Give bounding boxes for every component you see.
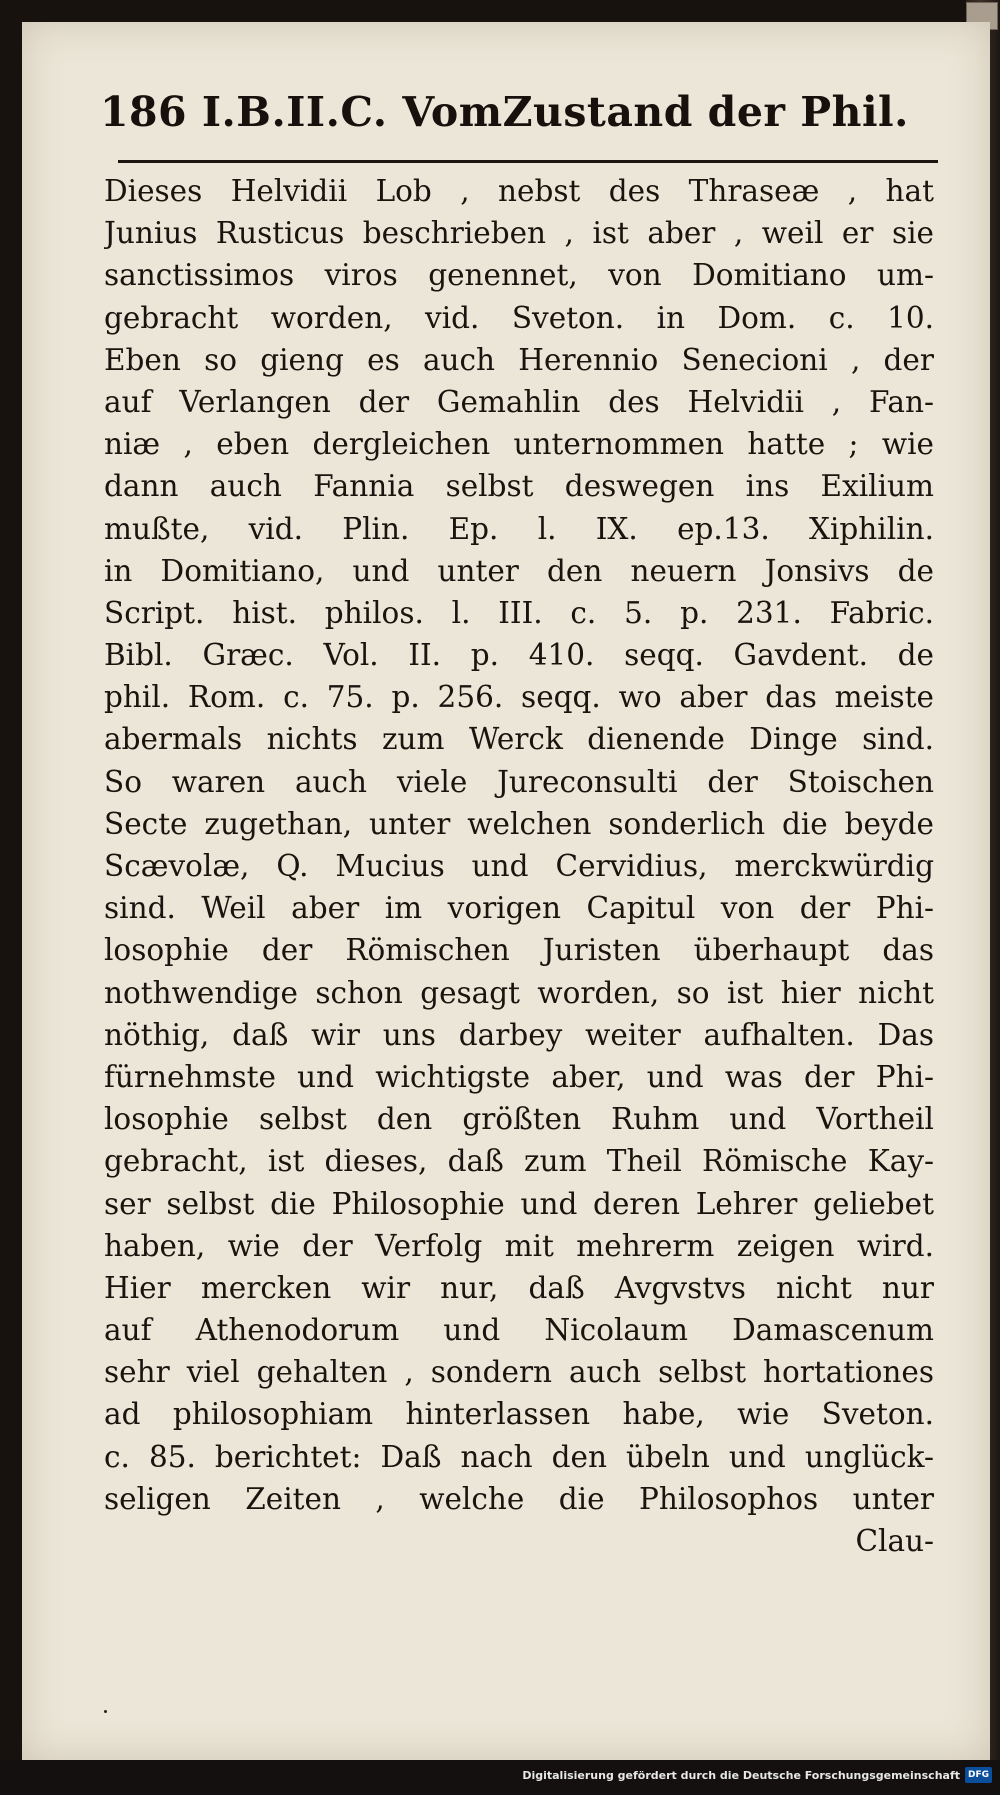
text-line: ser selbst die Philosophie und deren Lehrer geliebet — [104, 1186, 934, 1221]
text-line: auf Athenodorum und Nicolaum Damascenum — [104, 1313, 934, 1348]
text-line: gebracht worden, vid. Sveton. in Dom. c. 10. — [104, 300, 934, 335]
text-line: So waren auch viele Jureconsulti der Stoischen — [104, 764, 934, 799]
text-line: losophie selbst den größten Ruhm und Vortheil — [104, 1102, 934, 1137]
funding-credit: Digitalisierung gefördert durch die Deutsche Forschungsgemeinschaft — [522, 1769, 960, 1782]
text-line: haben, wie der Verfolg mit mehrerm zeigen wird. — [104, 1228, 934, 1263]
text-line: Script. hist. philos. l. III. c. 5. p. 231. Fabric. — [104, 595, 934, 630]
text-line: sind. Weil aber im vorigen Capitul von der Phi- — [104, 891, 934, 926]
text-line: Dieses Helvidii Lob , nebst des Thraseæ , hat — [104, 174, 934, 208]
text-line: seligen Zeiten , welche die Philosophos unter — [104, 1481, 934, 1516]
header-rule — [118, 160, 938, 163]
text-line: losophie der Römischen Juristen überhaupt das — [104, 933, 934, 968]
text-line: Scævolæ, Q. Mucius und Cervidius, merckwürdig — [104, 849, 934, 883]
text-line: ad philosophiam hinterlassen habe, wie Sveton. — [104, 1397, 934, 1432]
text-line: dann auch Fannia selbst deswegen ins Exilium — [104, 469, 934, 504]
text-line: gebracht, ist dieses, daß zum Theil Römische Kay- — [104, 1144, 934, 1179]
text-line: Bibl. Græc. Vol. II. p. 410. seqq. Gavdent. de — [104, 638, 934, 673]
running-head: 186 I.B.II.C. VomZustand der Phil. — [100, 88, 909, 136]
text-line: Secte zugethan, unter welchen sonderlich die beyde — [104, 806, 934, 841]
ink-speck — [104, 1710, 107, 1713]
text-line: nöthig, daß wir uns darbey weiter aufhalten. Das — [104, 1017, 934, 1052]
page-body-text — [104, 170, 934, 1562]
text-line: abermals nichts zum Werck dienende Dinge sind. — [104, 722, 934, 757]
text-line: sanctissimos viros genennet, von Domitiano um- — [104, 258, 934, 293]
text-line: auf Verlangen der Gemahlin des Helvidii , Fan- — [104, 384, 934, 419]
text-line: Junius Rusticus beschrieben , ist aber , weil er sie — [104, 216, 934, 251]
footer-bar — [0, 1760, 1000, 1795]
text-line: mußte, vid. Plin. Ep. l. IX. ep.13. Xiphilin. — [104, 511, 934, 546]
text-line: fürnehmste und wichtigste aber, und was der Phi- — [104, 1059, 934, 1094]
text-line: in Domitiano, und unter den neuern Jonsivs de — [104, 553, 934, 588]
text-line: Eben so gieng es auch Herennio Senecioni , der — [104, 342, 934, 377]
dfg-logo: DFG — [965, 1767, 992, 1783]
text-line: nothwendige schon gesagt worden, so ist hier nicht — [104, 975, 934, 1010]
text-line: sehr viel gehalten , sondern auch selbst hortationes — [104, 1355, 934, 1390]
catchword: Clau- — [855, 1524, 934, 1558]
text-line: c. 85. berichtet: Daß nach den übeln und unglück- — [104, 1439, 934, 1474]
text-line: phil. Rom. c. 75. p. 256. seqq. wo aber das meiste — [104, 680, 934, 715]
text-line: niæ , eben dergleichen unternommen hatte ; wie — [104, 427, 934, 462]
text-line: Hier mercken wir nur, daß Avgvstvs nicht nur — [104, 1270, 934, 1305]
